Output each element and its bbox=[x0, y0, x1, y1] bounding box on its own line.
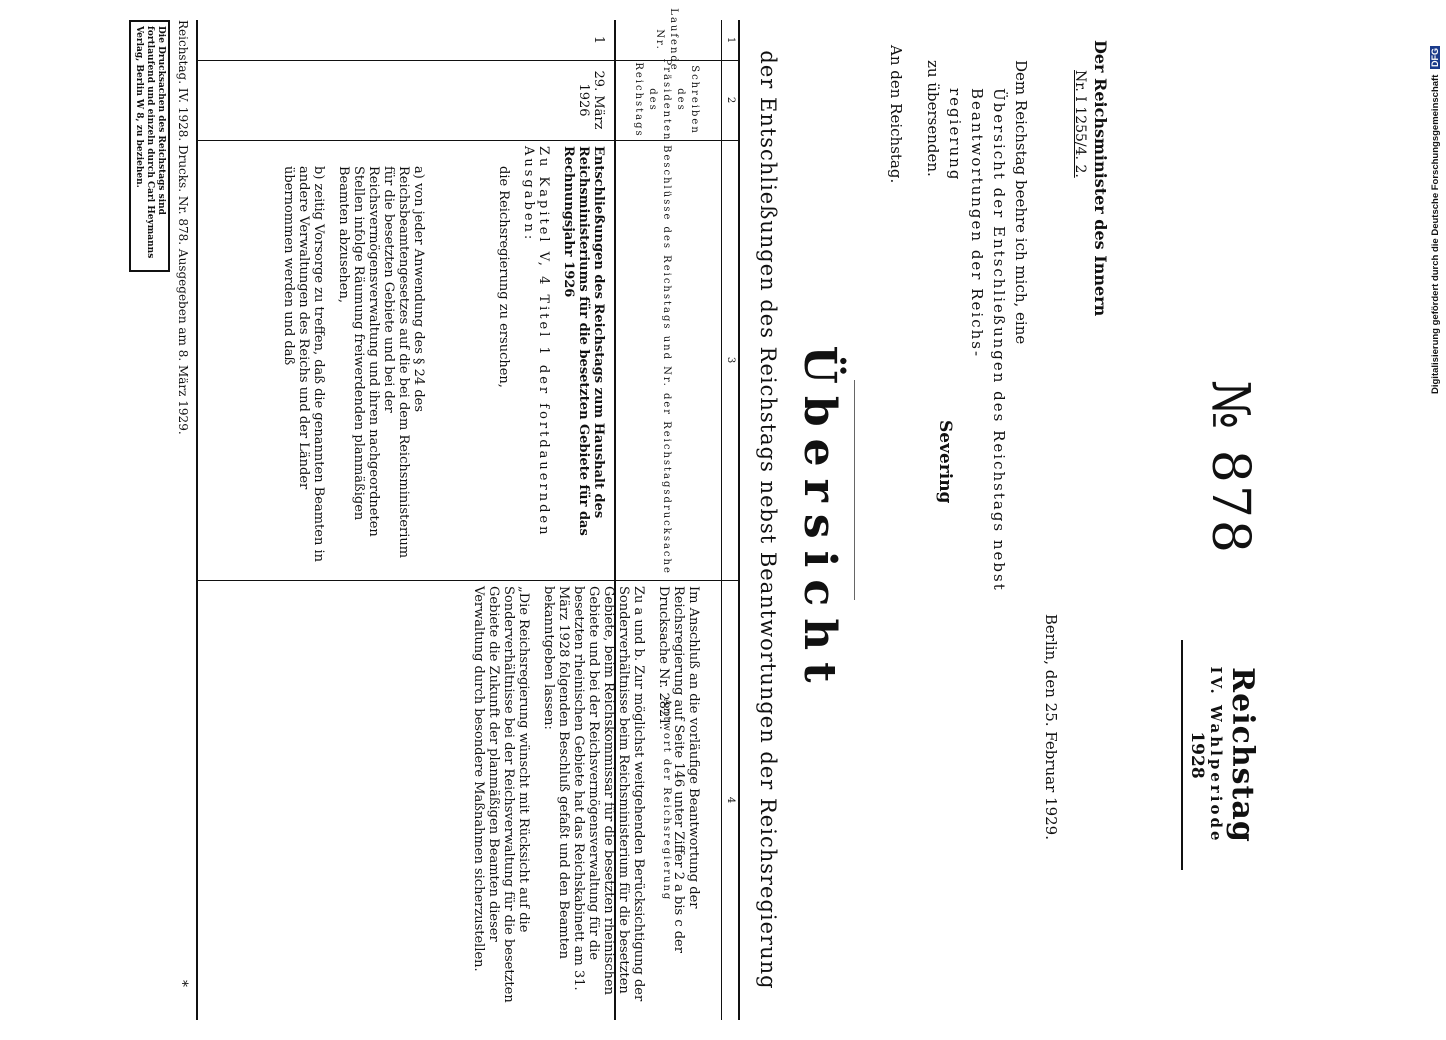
column-header: Antwort der Reichsregierung bbox=[614, 580, 716, 1020]
addressee: An den Reichstag. bbox=[887, 45, 905, 184]
resolution-request: die Reichsregierung zu ersuchen, bbox=[496, 166, 511, 388]
column-schreiben bbox=[198, 60, 738, 141]
row-date: 29. März 1926 bbox=[576, 70, 606, 130]
dfg-watermark bbox=[1413, 8, 1441, 508]
document-page bbox=[50, 0, 1300, 1003]
row-number: 1 bbox=[591, 35, 606, 45]
reference-number: Nr. I 1255/4. 2. bbox=[1072, 70, 1088, 178]
column-number: 4 bbox=[721, 580, 736, 1020]
letter-line-4: zu übersenden. bbox=[924, 60, 942, 177]
main-title: Übersicht bbox=[794, 345, 845, 695]
footer-line: Reichstag. IV. 1928. Drucks. Nr. 878. Ausgegeben am 8. März 1929. bbox=[176, 20, 190, 435]
answer-paragraph-3: „Die Reichsregierung wünscht mit Rücksicht auf die Sonderverhältnisse bei der Reichsverwaltung für die besetzten Gebiete die Zukunft der planmäßigen Beamten dieser Verwaltung durch besondere Maßnahmen sicherzustellen. bbox=[471, 586, 531, 1003]
resolutions-table bbox=[196, 8, 740, 1020]
header-year: 1928 bbox=[1181, 640, 1207, 870]
header-period: IV. Wahlperiode bbox=[1207, 666, 1225, 844]
column-laufende-nr bbox=[198, 8, 738, 72]
column-header: Laufende Nr. bbox=[614, 20, 716, 60]
column-header: Beschlüsse des Reichstags und Nr. der Reichstagsdrucksache bbox=[614, 140, 716, 580]
letter-line-2: Übersicht der Entschließungen des Reichstags nebst Beantwortungen der Reichs- bbox=[968, 88, 1008, 592]
column-number: 2 bbox=[721, 60, 736, 140]
resolution-heading: Entschließungen des Reichstags zum Haushalt des Reichsministeriums für die besetzten Gebiete für das Rechnungsjahr 1926 bbox=[561, 146, 606, 536]
answer-paragraph-1: Im Anschluß an die vorläufige Beantwortung der Reichsregierung auf Seite 146 unter Ziffer 2 a bis c der Drucksache Nr. 2821. bbox=[656, 586, 701, 953]
minister-title: Der Reichsminister des Innern bbox=[1091, 40, 1110, 317]
resolution-text bbox=[281, 146, 606, 574]
column-beschluesse bbox=[198, 140, 738, 581]
document-number: № 878 bbox=[1200, 380, 1260, 555]
dfg-text: Digitalisierung gefördert durch die Deutsche Forschungsgemeinschaft bbox=[1430, 74, 1441, 394]
header-title: Reichstag bbox=[1225, 667, 1260, 843]
signature: Severing bbox=[935, 420, 955, 504]
asterisk: * bbox=[174, 980, 190, 987]
letter-line-3: regierung bbox=[946, 88, 964, 182]
divider bbox=[854, 380, 855, 600]
column-antwort bbox=[198, 580, 738, 1020]
date-line: Berlin, den 25. Februar 1929. bbox=[1042, 613, 1060, 840]
letter-line-1: Dem Reichstag beehre ich mich, eine bbox=[1012, 60, 1030, 345]
column-number: 3 bbox=[721, 140, 736, 580]
reichstag-header bbox=[1181, 640, 1260, 870]
resolution-intro: Zu Kapitel V, 4 Titel 1 der fortdauernden Ausgaben: bbox=[521, 146, 551, 538]
footer-box: Die Drucksachen des Reichstags sind fortlaufend und einzeln durch Carl Heymanns Verlag, Berlin W 8, zu beziehen. bbox=[129, 20, 170, 272]
column-number: 1 bbox=[721, 20, 736, 60]
resolution-item-a: a) von jeder Anwendung des § 24 des Reichsbeamtengesetzes auf die bei dem Reichsministerium für die besetzten Gebiete und bei der Reichsvermögensverwaltung und ihren nachgeordneten Stellen infolge Räumung freiwerdenden planmäßigen Beamten abzusehen, bbox=[336, 166, 426, 559]
dfg-logo: DFG bbox=[1430, 48, 1440, 67]
column-header: Schreiben des Präsidenten des Reichstags bbox=[614, 60, 716, 140]
subtitle: der Entschließungen des Reichstags nebst Beantwortungen der Reichsregierung bbox=[756, 50, 780, 990]
cover-letter bbox=[922, 60, 1032, 620]
resolution-item-b: b) zeitig Vorsorge zu treffen, daß die genannten Beamten in andere Verwaltungen des Reichs und der Länder übernommen werden und daß bbox=[281, 166, 326, 562]
answer-paragraph-2: Zu a und b. Zur möglichst weitgehenden Berücksichtigung der Sonderverhältnisse beim Reichsministerium für die besetzten Gebiete, beim Reichskommissar für die besetzten rheinischen Gebiete und bei der Reichsvermögensverwaltung für die besetzten rheinischen Gebiete hat das Reichskabinett am 31. März 1928 folgenden Beschluß gefaßt und den Beamten bekanntgeben lassen: bbox=[541, 586, 646, 1002]
